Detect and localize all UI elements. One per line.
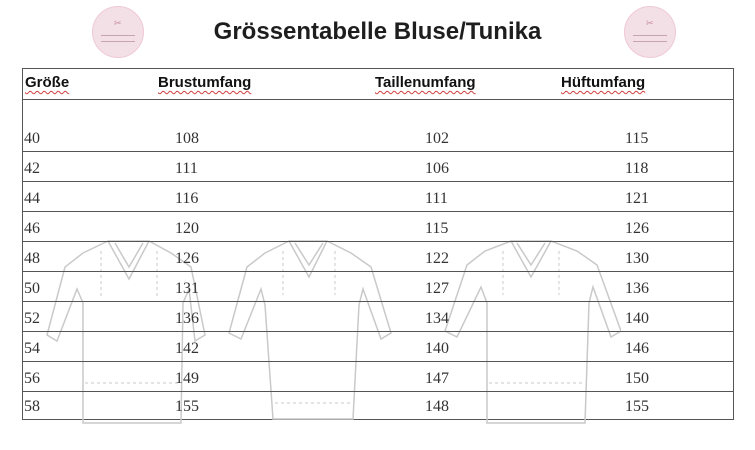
- waist-cell: 148: [425, 398, 449, 415]
- size-cell: 40: [24, 130, 40, 147]
- column-header-hip: Hüftumfang: [561, 74, 646, 91]
- hip-cell: 126: [625, 220, 649, 237]
- table-row: [23, 152, 733, 182]
- waist-cell: 134: [425, 310, 449, 327]
- hip-cell: 140: [625, 310, 649, 327]
- waist-cell: 122: [425, 250, 449, 267]
- table-row: [23, 362, 733, 392]
- waist-cell: 140: [425, 340, 449, 357]
- column-header-bust: Brustumfang: [158, 74, 252, 91]
- hip-cell: 150: [625, 370, 649, 387]
- table-row: [23, 212, 733, 242]
- size-cell: 46: [24, 220, 40, 237]
- size-cell: 48: [24, 250, 40, 267]
- table-row: [23, 332, 733, 362]
- bust-cell: 111: [175, 160, 198, 177]
- waist-cell: 106: [425, 160, 449, 177]
- size-table: [22, 68, 734, 420]
- size-cell: 44: [24, 190, 40, 207]
- scissors-icon: ✂: [114, 19, 122, 29]
- hip-cell: 115: [625, 130, 649, 147]
- table-row: [23, 100, 733, 152]
- table-row: [23, 272, 733, 302]
- size-cell: 54: [24, 340, 40, 357]
- column-header-size: Größe: [25, 74, 70, 91]
- hip-cell: 118: [625, 160, 649, 177]
- table-row: [23, 242, 733, 272]
- column-header-waist: Taillenumfang: [375, 74, 476, 91]
- hip-cell: 146: [625, 340, 649, 357]
- waist-cell: 127: [425, 280, 449, 297]
- bust-cell: 126: [175, 250, 199, 267]
- bust-cell: 108: [175, 130, 199, 147]
- bust-cell: 155: [175, 398, 199, 415]
- size-cell: 42: [24, 160, 40, 177]
- hip-cell: 121: [625, 190, 649, 207]
- bust-cell: 142: [175, 340, 199, 357]
- hip-cell: 130: [625, 250, 649, 267]
- waist-cell: 102: [425, 130, 449, 147]
- table-row: [23, 392, 733, 419]
- bust-cell: 136: [175, 310, 199, 327]
- table-row: [23, 302, 733, 332]
- hip-cell: 155: [625, 398, 649, 415]
- scissors-icon: ✂: [646, 19, 654, 29]
- bust-cell: 131: [175, 280, 199, 297]
- waist-cell: 111: [425, 190, 448, 207]
- waist-cell: 115: [425, 220, 449, 237]
- size-cell: 50: [24, 280, 40, 297]
- bust-cell: 116: [175, 190, 199, 207]
- size-cell: 52: [24, 310, 40, 327]
- size-cell: 56: [24, 370, 40, 387]
- bust-cell: 120: [175, 220, 199, 237]
- waist-cell: 147: [425, 370, 449, 387]
- hip-cell: 136: [625, 280, 649, 297]
- table-header: [23, 69, 733, 100]
- bust-cell: 149: [175, 370, 199, 387]
- page-title: Grössentabelle Bluse/Tunika: [213, 18, 542, 45]
- table-row: [23, 182, 733, 212]
- size-cell: 58: [24, 398, 40, 415]
